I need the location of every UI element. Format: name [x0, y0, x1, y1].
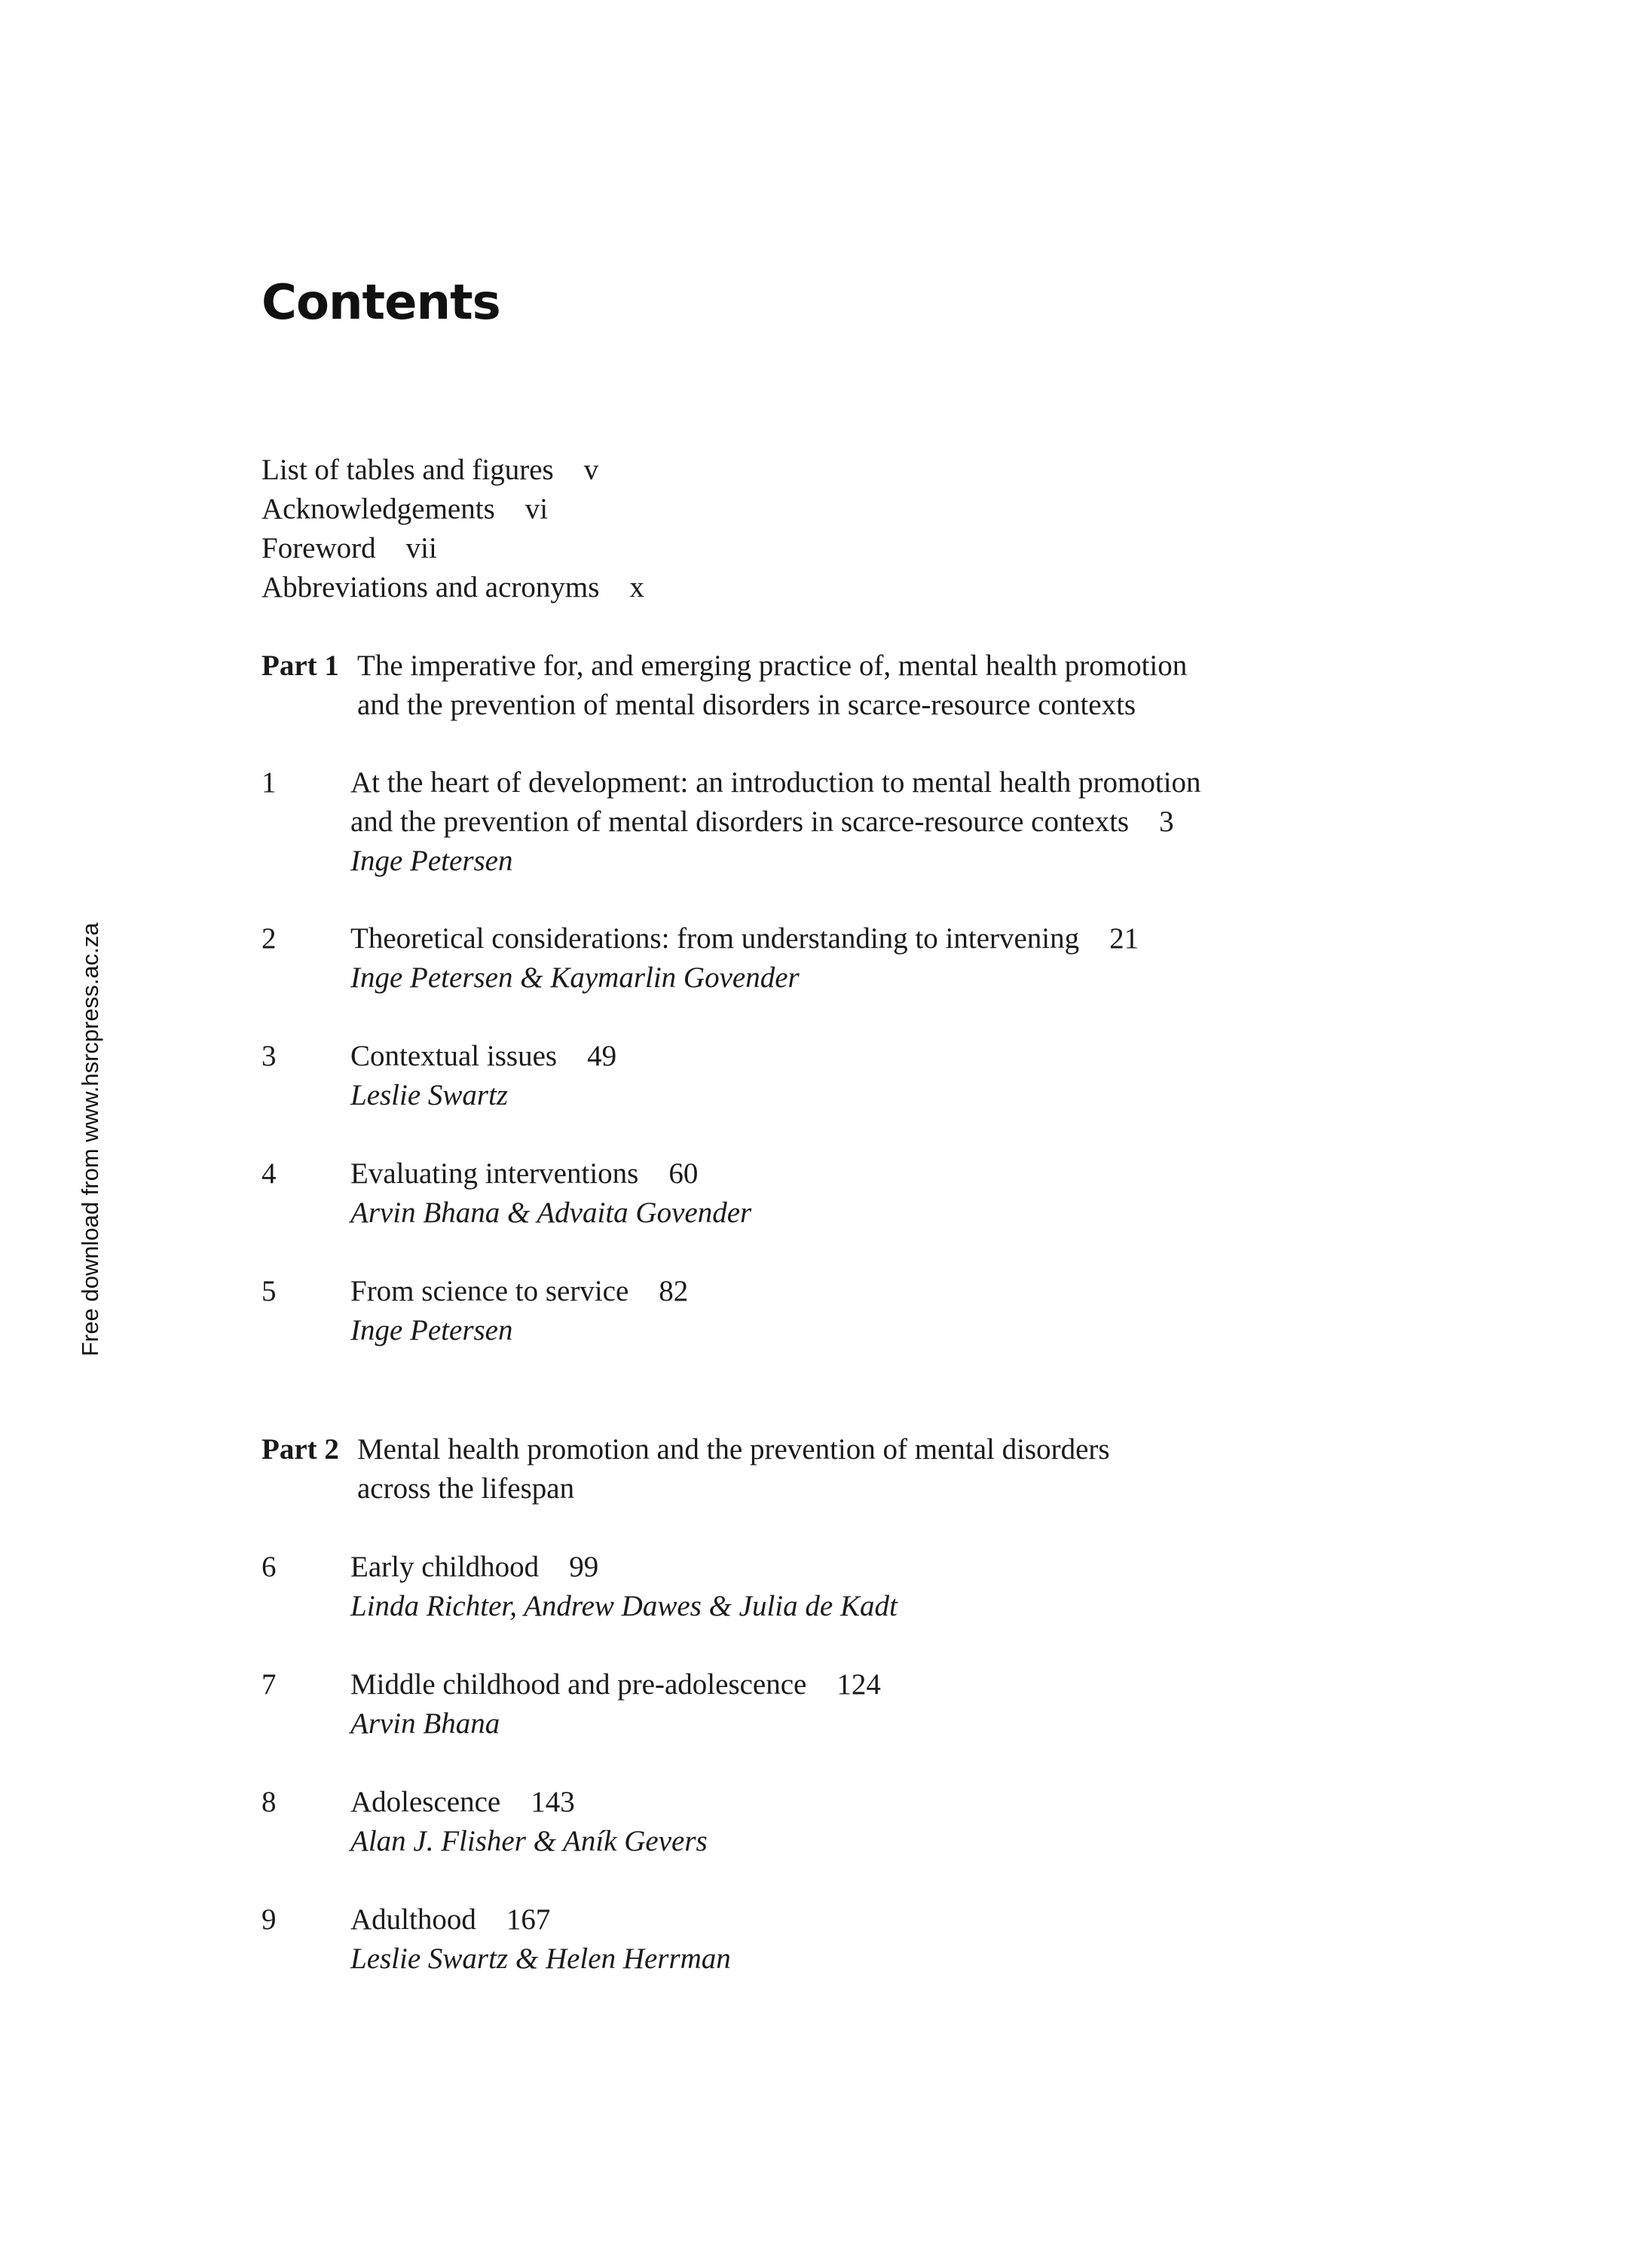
chapter-page: 167 — [506, 1903, 551, 1936]
front-matter-list — [261, 451, 644, 607]
toc-entry-label: Foreword — [261, 532, 376, 564]
chapter-number: 5 — [261, 1275, 277, 1307]
chapter-authors: Leslie Swartz — [350, 1079, 509, 1111]
chapter-page: 21 — [1109, 922, 1139, 955]
chapter-title — [350, 1665, 881, 1704]
page-title: Contents — [261, 275, 500, 331]
toc-entry-label: List of tables and figures — [261, 454, 554, 486]
chapter-authors: Arvin Bhana — [350, 1707, 500, 1740]
toc-entry-acknowledgements[interactable] — [261, 490, 644, 529]
chapter-title — [350, 1548, 898, 1587]
chapter-number: 4 — [261, 1157, 277, 1190]
part-title — [357, 646, 1187, 725]
chapter-page: 82 — [659, 1275, 689, 1307]
chapter-title — [350, 1900, 731, 1939]
chapter-number: 7 — [261, 1668, 277, 1701]
chapter-page: 124 — [836, 1668, 881, 1701]
chapter-authors: Arvin Bhana & Advaita Govender — [350, 1197, 752, 1229]
chapter-title-line: Contextual issues — [350, 1040, 558, 1072]
chapter-title-line: Early childhood — [350, 1551, 540, 1583]
part-title-line: across the lifespan — [357, 1472, 575, 1505]
toc-entry-label: Acknowledgements — [261, 493, 495, 525]
chapter-title-line: Adulthood — [350, 1903, 476, 1936]
chapter-page: 3 — [1159, 805, 1174, 838]
chapter-title — [350, 1154, 751, 1194]
chapter-number: 6 — [261, 1551, 277, 1583]
chapter-title — [350, 919, 1139, 958]
toc-entry-page: vi — [524, 493, 549, 525]
chapter-title — [350, 1272, 688, 1311]
toc-entry-abbreviations[interactable] — [261, 568, 644, 607]
watermark-text: Free download from www.hsrcpress.ac.za — [77, 922, 103, 1356]
chapter-title-line: Adolescence — [350, 1786, 501, 1818]
chapter-authors: Inge Petersen & Kaymarlin Govender — [350, 961, 800, 994]
toc-entry-foreword[interactable] — [261, 529, 644, 568]
part-label: Part 1 — [261, 650, 339, 682]
chapter-title — [350, 1037, 616, 1076]
chapter-title-line: From science to service — [350, 1275, 629, 1307]
chapter-page: 49 — [587, 1040, 617, 1072]
chapter-title-line: Middle childhood and pre-adolescence — [350, 1668, 807, 1701]
chapter-title-line: Theoretical considerations: from understanding to intervening — [350, 922, 1080, 955]
chapter-authors: Alan J. Flisher & Aník Gevers — [350, 1825, 708, 1857]
chapter-number: 8 — [261, 1786, 277, 1818]
chapter-title — [350, 1783, 708, 1822]
chapter-authors: Inge Petersen — [350, 1314, 513, 1346]
chapter-authors: Linda Richter, Andrew Dawes & Julia de Kadt — [350, 1590, 898, 1622]
toc-entry-page: v — [583, 454, 599, 486]
chapter-page: 99 — [569, 1551, 599, 1583]
chapter-title-line: and the prevention of mental disorders in scarce-resource contexts — [350, 805, 1130, 838]
part-title-line: The imperative for, and emerging practice of, mental health promotion — [357, 650, 1188, 682]
chapter-number: 2 — [261, 922, 277, 955]
chapter-page: 143 — [531, 1786, 575, 1818]
chapter-authors: Leslie Swartz & Helen Herrman — [350, 1942, 731, 1975]
chapter-title-line: At the heart of development: an introduction to mental health promotion — [350, 766, 1201, 799]
toc-entry-list-of-tables[interactable] — [261, 451, 644, 490]
toc-entry-page: x — [629, 571, 644, 604]
part-title — [357, 1430, 1110, 1508]
chapter-title — [350, 763, 1201, 842]
part-title-line: Mental health promotion and the prevention of mental disorders — [357, 1433, 1110, 1466]
chapter-number: 1 — [261, 766, 277, 799]
chapter-page: 60 — [668, 1157, 699, 1190]
toc-entry-label: Abbreviations and acronyms — [261, 571, 600, 604]
chapter-authors: Inge Petersen — [350, 845, 513, 877]
chapter-number: 3 — [261, 1040, 277, 1072]
chapter-number: 9 — [261, 1903, 277, 1936]
part-title-line: and the prevention of mental disorders in scarce-resource contexts — [357, 689, 1136, 721]
part-label: Part 2 — [261, 1433, 339, 1466]
chapter-title-line: Evaluating interventions — [350, 1157, 639, 1190]
toc-entry-page: vii — [405, 532, 437, 564]
